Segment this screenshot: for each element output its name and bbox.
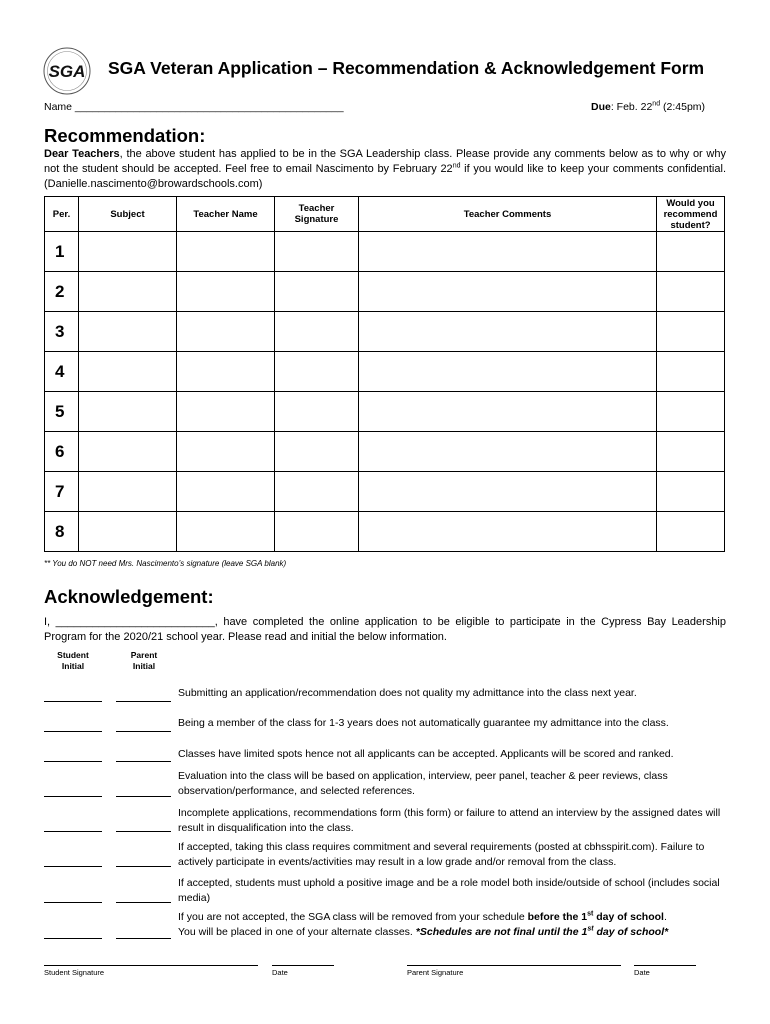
subject-cell[interactable]: [79, 272, 177, 312]
teacher-comments-cell[interactable]: [359, 432, 657, 472]
table-row: [45, 352, 725, 392]
teacher-signature-cell[interactable]: [275, 352, 359, 392]
parent-initial-blank[interactable]: [116, 796, 171, 797]
teacher-comments-cell[interactable]: [359, 472, 657, 512]
period-number: 4: [45, 352, 79, 392]
parent-initial-blank[interactable]: [116, 761, 171, 762]
teacher-signature-cell[interactable]: [275, 232, 359, 272]
subject-cell[interactable]: [79, 472, 177, 512]
sga-logo: [42, 46, 92, 96]
col-header-recommend: Would you recommend student?: [657, 197, 725, 232]
student-initial-header: Student Initial: [57, 650, 89, 671]
subject-cell[interactable]: [79, 352, 177, 392]
svg-text:SGA: SGA: [48, 62, 86, 81]
subject-cell[interactable]: [79, 512, 177, 552]
student-initial-blank[interactable]: [44, 731, 102, 732]
teacher-signature-cell[interactable]: [275, 312, 359, 352]
teacher-name-cell[interactable]: [177, 232, 275, 272]
acknowledgement-statement: Being a member of the class for 1-3 years does not automatically guarantee my admittance into the class.: [178, 717, 669, 729]
recommendation-heading: Recommendation:: [44, 125, 206, 146]
form-title: SGA Veteran Application – Recommendation & Acknowledgement Form: [108, 58, 705, 78]
acknowledgement-heading: Acknowledgement:: [44, 586, 214, 607]
acknowledgement-paragraph: I, __________________________, have completed the online application to be eligible to participate in the Cypress Bay Leadership Program for the 2020/21 school year. Please read and initial the below information.: [44, 616, 726, 643]
period-number: 7: [45, 472, 79, 512]
teacher-comments-cell[interactable]: [359, 352, 657, 392]
col-header-teacher-comments: Teacher Comments: [359, 197, 657, 232]
subject-cell[interactable]: [79, 232, 177, 272]
period-number: 2: [45, 272, 79, 312]
recommend-cell[interactable]: [657, 392, 725, 432]
teacher-signature-cell[interactable]: [275, 432, 359, 472]
parent-initial-blank[interactable]: [116, 866, 171, 867]
acknowledgement-statement: Incomplete applications, recommendations form (this form) or failure to attend an interview by the assigned dates will result in disqualification into the class.: [178, 807, 721, 834]
recommend-cell[interactable]: [657, 432, 725, 472]
table-row: [45, 432, 725, 472]
col-header-subject: Subject: [79, 197, 177, 232]
col-header-teacher-signature: Teacher Signature: [275, 197, 359, 232]
due-date: Due: Feb. 22nd (2:45pm): [591, 100, 706, 113]
parent-date-label: Date: [634, 968, 650, 977]
acknowledgement-statement: Evaluation into the class will be based on application, interview, peer panel, teacher & peer reviews, class observation/performance, and selected references.: [178, 770, 668, 797]
recommend-cell[interactable]: [657, 352, 725, 392]
recommend-cell[interactable]: [657, 472, 725, 512]
acknowledgement-statement: Classes have limited spots hence not all applicants can be accepted. Applicants will be scored and ranked.: [178, 748, 674, 760]
teacher-name-cell[interactable]: [177, 392, 275, 432]
recommend-cell[interactable]: [657, 272, 725, 312]
teacher-comments-cell[interactable]: [359, 232, 657, 272]
teacher-comments-cell[interactable]: [359, 512, 657, 552]
teacher-name-cell[interactable]: [177, 512, 275, 552]
recommend-cell[interactable]: [657, 512, 725, 552]
period-number: 5: [45, 392, 79, 432]
student-initial-blank[interactable]: [44, 938, 102, 939]
table-header-row: [45, 197, 725, 232]
teacher-name-cell[interactable]: [177, 312, 275, 352]
teacher-name-cell[interactable]: [177, 432, 275, 472]
parent-date-line[interactable]: [634, 965, 696, 966]
period-number: 8: [45, 512, 79, 552]
table-row: [45, 472, 725, 512]
period-number: 1: [45, 232, 79, 272]
table-row: [45, 312, 725, 352]
student-date-line[interactable]: [272, 965, 334, 966]
table-row: [45, 512, 725, 552]
student-initial-blank[interactable]: [44, 761, 102, 762]
parent-initial-blank[interactable]: [116, 701, 171, 702]
teacher-signature-cell[interactable]: [275, 392, 359, 432]
parent-signature-line[interactable]: [407, 965, 621, 966]
period-number: 3: [45, 312, 79, 352]
acknowledgement-statement: Submitting an application/recommendation does not quality my admittance into the class next year.: [178, 687, 637, 699]
teacher-name-cell[interactable]: [177, 352, 275, 392]
student-name-field[interactable]: Name ______________________________________________: [44, 101, 344, 113]
student-date-label: Date: [272, 968, 288, 977]
student-initial-blank[interactable]: [44, 831, 102, 832]
student-initial-blank[interactable]: [44, 866, 102, 867]
student-initial-blank[interactable]: [44, 902, 102, 903]
acknowledgement-statement: If accepted, students must uphold a positive image and be a role model both inside/outside of school (includes social media): [178, 877, 720, 904]
student-initial-blank[interactable]: [44, 796, 102, 797]
subject-cell[interactable]: [79, 392, 177, 432]
teacher-name-cell[interactable]: [177, 272, 275, 312]
parent-initial-blank[interactable]: [116, 902, 171, 903]
recommend-cell[interactable]: [657, 232, 725, 272]
teacher-comments-cell[interactable]: [359, 312, 657, 352]
subject-cell[interactable]: [79, 312, 177, 352]
acknowledgement-statement: If accepted, taking this class requires commitment and several requirements (posted at cbhsspirit.com). Failure to actively participate in events/activities may result in a low grade and/or removal from the class.: [178, 841, 705, 868]
parent-initial-blank[interactable]: [116, 938, 171, 939]
table-row: [45, 232, 725, 272]
acknowledgement-statement-schedule: If you are not accepted, the SGA class will be removed from your schedule before the 1st day of school. You will be placed in one of your alternate classes. *Schedules are not final until the 1st day of school*: [178, 910, 669, 938]
parent-initial-blank[interactable]: [116, 831, 171, 832]
col-header-period: Per.: [45, 197, 79, 232]
col-header-teacher-name: Teacher Name: [177, 197, 275, 232]
signature-note: ** You do NOT need Mrs. Nascimento’s signature (leave SGA blank): [44, 559, 287, 568]
parent-initial-header: Parent Initial: [130, 650, 158, 671]
student-signature-label: Student Signature: [44, 968, 105, 977]
recommendation-table: [44, 196, 725, 552]
period-number: 6: [45, 432, 79, 472]
recommendation-intro: Dear Teachers, the above student has applied to be in the SGA Leadership class. Please provide any comments below as to why or why not the student should be accepted. Feel free to email Nascimento by February 22nd if you would like to keep your comments confidential. (Danielle.nascimento@browardschools.com): [44, 148, 726, 190]
teacher-comments-cell[interactable]: [359, 392, 657, 432]
parent-signature-label: Parent Signature: [407, 968, 464, 977]
table-row: [45, 392, 725, 432]
subject-cell[interactable]: [79, 432, 177, 472]
teacher-name-cell[interactable]: [177, 472, 275, 512]
recommend-cell[interactable]: [657, 312, 725, 352]
teacher-signature-cell[interactable]: [275, 472, 359, 512]
teacher-signature-cell[interactable]: [275, 272, 359, 312]
student-initial-blank[interactable]: [44, 701, 102, 702]
teacher-signature-cell[interactable]: [275, 512, 359, 552]
student-signature-line[interactable]: [44, 965, 258, 966]
parent-initial-blank[interactable]: [116, 731, 171, 732]
teacher-comments-cell[interactable]: [359, 272, 657, 312]
table-row: [45, 272, 725, 312]
